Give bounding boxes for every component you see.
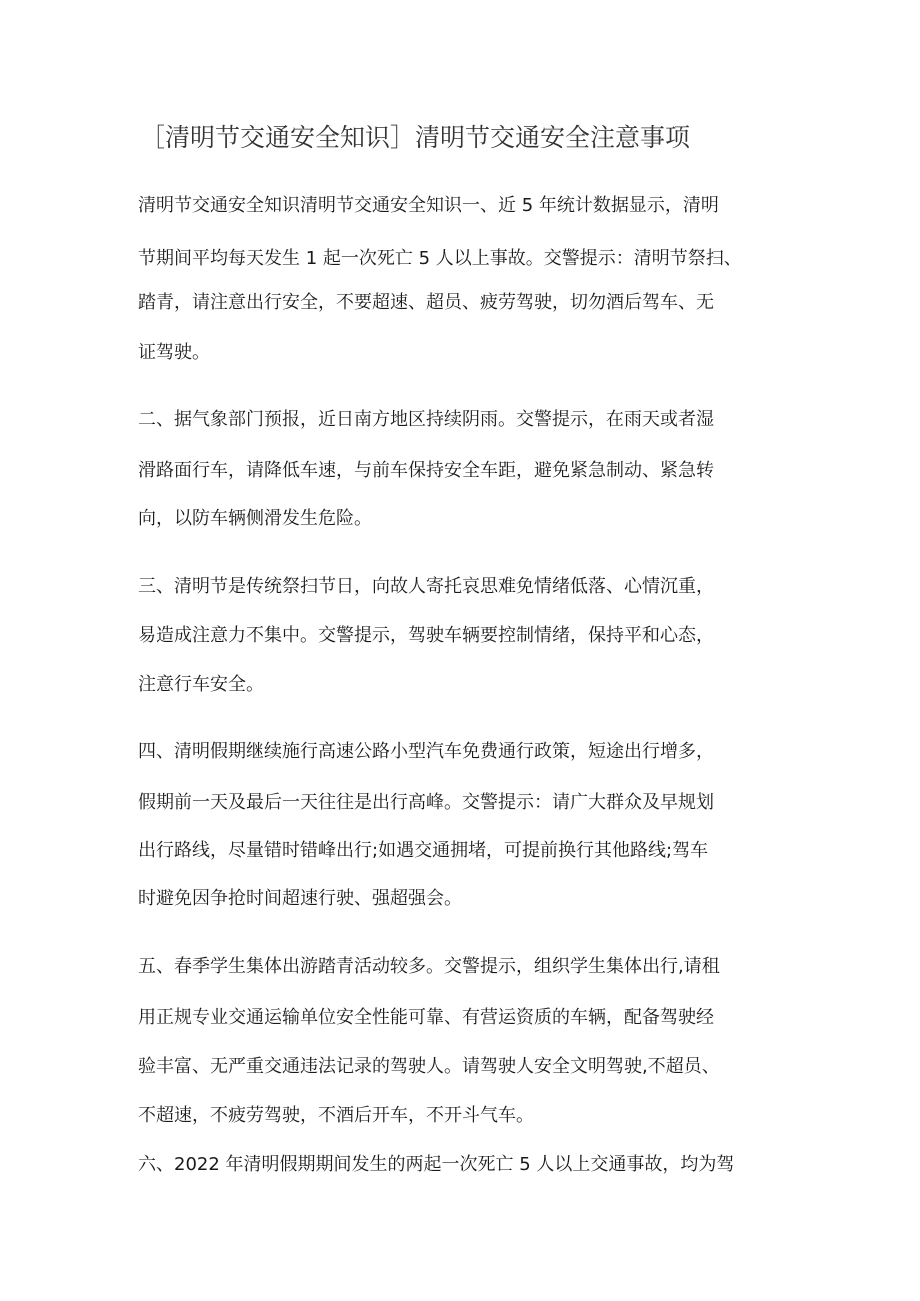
paragraph-5-line-2: 用正规专业交通运输单位安全性能可靠、有营运资质的车辆，配备驾驶经 [138,1007,714,1028]
paragraph-5-line-1: 五、春季学生集体出游踏青活动较多。交警提示，组织学生集体出行,请租 [138,956,720,977]
paragraph-6-line-1: 六、2022 年清明假期期间发生的两起一次死亡 5 人以上交通事故，均为驾 [138,1154,735,1175]
paragraph-1-line-3: 踏青，请注意出行安全，不要超速、超员、疲劳驾驶，切勿酒后驾车、无 [138,292,714,313]
paragraph-4-line-2: 假期前一天及最后一天往往是出行高峰。交警提示：请广大群众及早规划 [138,792,714,813]
paragraph-4-line-4: 时避免因争抢时间超速行驶、强超强会。 [138,888,462,909]
paragraph-3-line-1: 三、清明节是传统祭扫节日，向故人寄托哀思难免情绪低落、心情沉重， [138,576,714,597]
paragraph-1-line-4: 证驾驶。 [138,342,210,363]
paragraph-4-line-1: 四、清明假期继续施行高速公路小型汽车免费通行政策，短途出行增多， [138,741,714,762]
paragraph-2-line-1: 二、据气象部门预报，近日南方地区持续阴雨。交警提示，在雨天或者湿 [138,409,714,430]
paragraph-2-line-2: 滑路面行车，请降低车速，与前车保持安全车距，避免紧急制动、紧急转 [138,460,714,481]
paragraph-4-line-3: 出行路线，尽量错时错峰出行;如遇交通拥堵，可提前换行其他路线;驾车 [138,840,709,861]
document-title: ［清明节交通安全知识］清明节交通安全注意事项 [140,123,691,152]
paragraph-2-line-3: 向，以防车辆侧滑发生危险。 [138,508,372,529]
paragraph-1-line-2: 节期间平均每天发生 1 起一次死亡 5 人以上事故。交警提示：清明节祭扫、 [138,248,742,269]
paragraph-3-line-3: 注意行车安全。 [138,674,264,695]
paragraph-5-line-4: 不超速，不疲劳驾驶，不酒后开车，不开斗气车。 [138,1105,534,1126]
paragraph-3-line-2: 易造成注意力不集中。交警提示，驾驶车辆要控制情绪，保持平和心态， [138,625,714,646]
paragraph-5-line-3: 验丰富、无严重交通违法记录的驾驶人。请驾驶人安全文明驾驶,不超员、 [138,1056,720,1077]
paragraph-1-line-1: 清明节交通安全知识清明节交通安全知识一、近 5 年统计数据显示，清明 [138,195,719,216]
